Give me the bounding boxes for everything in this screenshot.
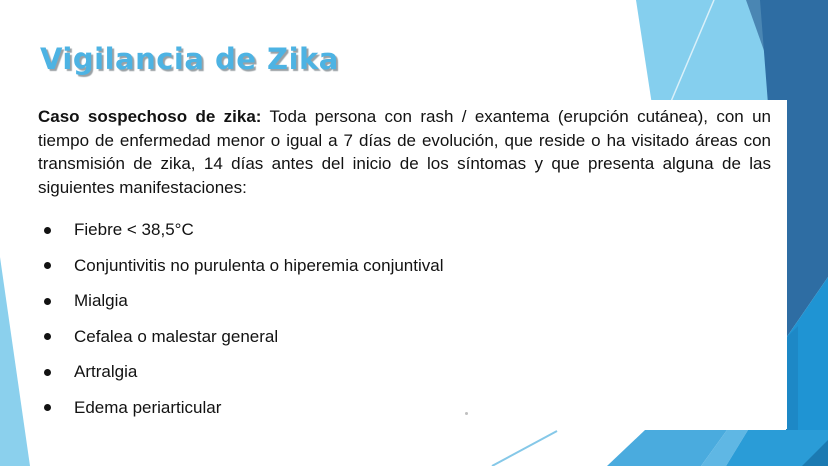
slide-title: Vigilancia de Zika — [40, 42, 339, 76]
list-item — [44, 219, 754, 241]
bullet-icon — [44, 262, 51, 269]
list-item — [44, 361, 754, 383]
list-item — [44, 255, 754, 277]
symptom-label: Cefalea o malestar general — [74, 326, 279, 346]
case-definition-text: Toda persona con rash / exantema (erupción cutánea), con un tiempo de enfermedad menor o igual a 7 días de evolución, que reside o ha visitado áreas con transmisión de zika, 14 días antes del inicio de los síntomas y que presenta alguna de las siguientes manifestaciones: — [38, 107, 771, 197]
symptom-list — [44, 219, 754, 432]
bullet-icon — [44, 404, 51, 411]
symptom-label: Edema periarticular — [74, 397, 222, 417]
bullet-icon — [44, 369, 51, 376]
bullet-icon — [44, 227, 51, 234]
symptom-label: Artralgia — [74, 362, 138, 381]
case-definition-lead: Caso sospechoso de zika: — [38, 107, 262, 126]
symptom-label: Fiebre < 38,5°C — [74, 220, 194, 239]
case-definition-paragraph — [38, 105, 771, 199]
list-item — [44, 290, 754, 312]
symptom-label: Conjuntivitis no purulenta o hiperemia conjuntival — [74, 255, 444, 275]
list-item — [44, 397, 754, 419]
left-sky-wedge — [0, 257, 30, 466]
bullet-icon — [44, 298, 51, 305]
bottom-diagonal-hairline — [492, 431, 557, 466]
list-item — [44, 326, 754, 348]
stray-mark — [465, 412, 468, 415]
bullet-icon — [44, 333, 51, 340]
symptom-label: Mialgia — [74, 291, 128, 310]
